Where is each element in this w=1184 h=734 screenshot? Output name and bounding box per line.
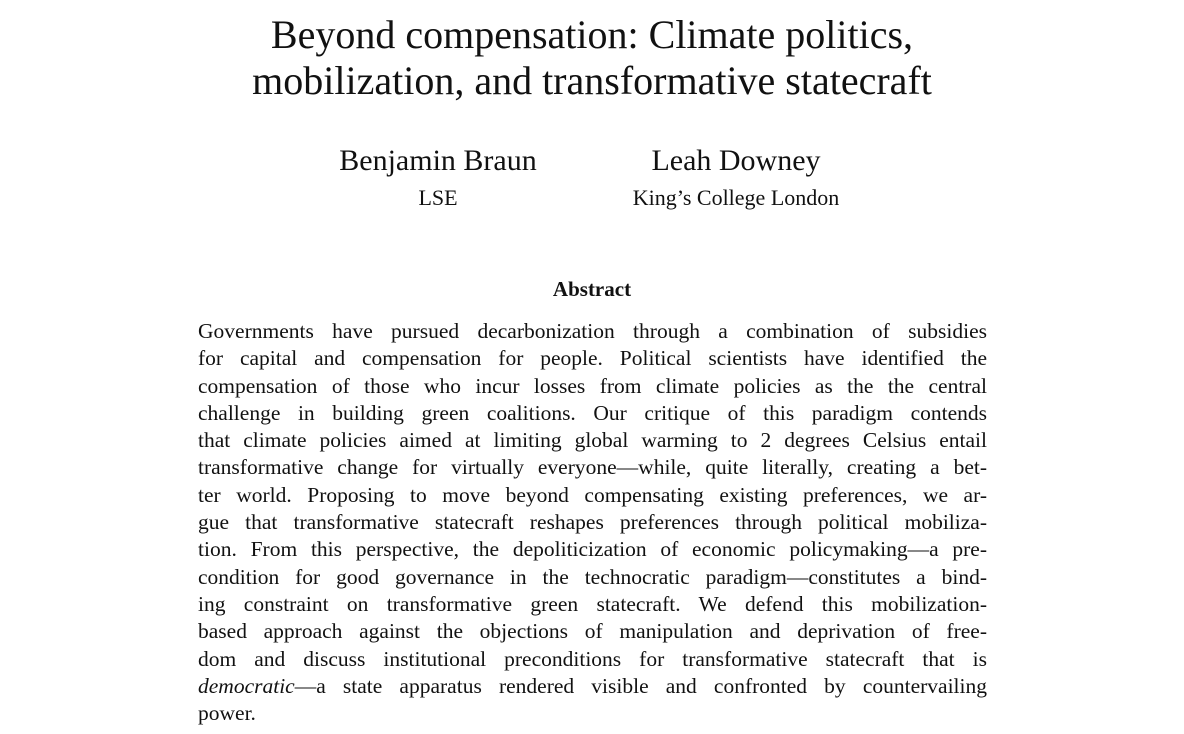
abstract-line: transformative change for virtually everyone—while, quite literally, creating a bet- — [198, 455, 987, 480]
title-line-2: mobilization, and transformative statecraft — [252, 58, 932, 103]
author-affiliation: LSE — [418, 185, 458, 210]
abstract-line: based approach against the objections of manipulation and deprivation of free- — [198, 619, 987, 644]
abstract-line: gue that transformative statecraft reshapes preferences through political mobiliza- — [198, 510, 987, 535]
abstract-line: dom and discuss institutional preconditions for transformative statecraft that is — [198, 646, 987, 671]
abstract-line: tion. From this perspective, the depoliticization of economic policymaking—a pre- — [198, 537, 987, 562]
abstract-body — [198, 318, 987, 727]
abstract-line: condition for good governance in the technocratic paradigm—constitutes a bind- — [198, 564, 987, 589]
abstract-line — [198, 673, 987, 700]
abstract-line: ter world. Proposing to move beyond compensating existing preferences, we ar- — [198, 482, 987, 507]
abstract-line: power. — [198, 701, 256, 726]
abstract-line-rest: —a state apparatus rendered visible and confronted by countervailing — [294, 673, 987, 698]
author-name: Benjamin Braun — [339, 144, 537, 177]
abstract-line: challenge in building green coalitions. Our critique of this paradigm contends — [198, 400, 987, 425]
abstract-line: that climate policies aimed at limiting global warming to 2 degrees Celsius entail — [198, 428, 987, 453]
abstract-heading: Abstract — [552, 277, 632, 301]
author-block-downey — [610, 144, 862, 211]
abstract-line: ing constraint on transformative green statecraft. We defend this mobilization- — [198, 591, 987, 616]
abstract-line: compensation of those who incur losses from climate policies as the the central — [198, 373, 987, 398]
author-affiliation: King’s College London — [632, 185, 840, 210]
abstract-italic-word: democratic — [198, 673, 295, 698]
author-name: Leah Downey — [651, 144, 821, 177]
author-block-braun — [318, 144, 558, 211]
title-line-1: Beyond compensation: Climate politics, — [270, 12, 914, 57]
abstract-line: Governments have pursued decarbonization through a combination of subsidies — [198, 319, 987, 343]
paper-title — [120, 12, 1064, 104]
abstract-line: for capital and compensation for people. Political scientists have identified the — [198, 346, 987, 371]
